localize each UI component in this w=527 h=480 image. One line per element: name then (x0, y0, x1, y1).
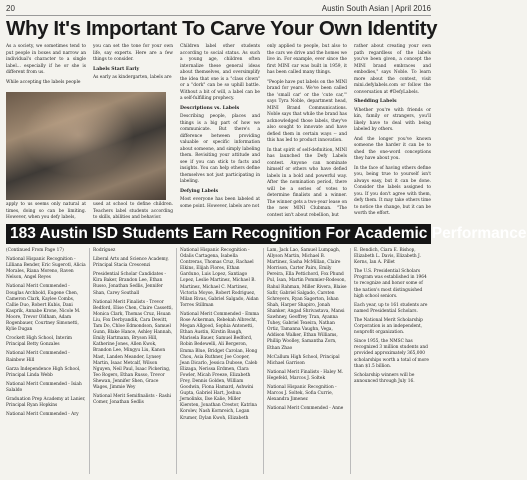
subheading: Descriptions vs. Labels (180, 105, 240, 111)
paragraph: And the longer you've known someone the harder it can be to shed the one-word conceptions they have about you. (354, 136, 431, 161)
article1-col1-bottom (6, 202, 86, 225)
paragraph: Whether you're with friends or kin, family or strangers, you'll likely have to deal with being labeled by others. (354, 107, 431, 132)
paragraph: As early as kindergarten, labels are (93, 75, 172, 80)
article2-col3 (180, 248, 260, 425)
subheading: Labels Start Early (93, 66, 140, 72)
paragraph: National Merit Finalists - Haley M. Hegefeld, Marcos J. Soltek (267, 369, 344, 381)
article1-col1 (6, 44, 86, 89)
article1-col2-bottom (93, 202, 173, 225)
page-number: 20 (6, 4, 15, 13)
paragraph: (Continued From Page 17) (6, 248, 64, 253)
paragraph: National Hispanic Recognition - Marcos J. Soltek, Sofia Currie, Alexandra Jimenez (267, 384, 337, 403)
subheading: Shedding Labels (354, 99, 397, 104)
paragraph: you can set the tone for your own life, say experts. Here are a few things to consider. (93, 44, 173, 62)
article-photo (6, 92, 166, 200)
masthead: Austin South Asian | April 2016 (321, 4, 431, 13)
paragraph: As a society, we sometimes tend to put people in boxes and narrow an individual's character to a single label... especially if he or she is different from us. (6, 44, 86, 75)
column-divider (176, 248, 177, 474)
article1-col4 (267, 44, 347, 222)
paragraph: National Hispanic Recognition - Lilliana Bender, Eric Sugerotl, Alicia Morales, Riana Moreno, Raven Nelson, Angel Reyes (6, 257, 86, 281)
paragraph: Each year, up to 161 students are named Presidential Scholars. (354, 302, 428, 314)
paragraph: Presidential Scholar Candidates - Kira Baker, Brandon Lee, Ethan Russo, Jonathan Sedlis, Jennifer Shan, Carey Southall (93, 272, 166, 296)
paragraph: apply to us seems only natural at times, doing so can be limiting. However, when you defy labels, (6, 202, 86, 220)
paragraph: Most everyone has been labeled at some point. However, labels are not (180, 197, 260, 209)
paragraph: McCallum High School, Principal Michael Garrison (267, 354, 340, 366)
column-divider (89, 248, 90, 474)
paragraph: The U.S. Presidential Scholars Program was established in 1964 to recognize and honor some of the nation's most distinguished high school seniors. (354, 269, 427, 299)
paragraph: Children label other students according to social status. As such a young age, children often internalize these general ideas about themselves, and oversimplify the idea that one is a "class clown" or a "dork" can be so uphill battle. Without a bit of will, a label can be a self-fulfilling prophecy. (180, 44, 260, 101)
paragraph: only applied to people, but also to the cars we drive and the homes we live in. For example, ever since the first MINI car was built in 1959, it has been called many things. (267, 44, 347, 75)
paragraph: National Merit Commended - Isiah Salaldo (6, 381, 82, 393)
article2-banner-title: 183 Austin ISD Students Earn Recognition For Academic Performance (6, 224, 431, 244)
subheading: Defying Labels (180, 188, 219, 194)
article2-col5 (354, 248, 431, 388)
paragraph: Rodríguez (93, 248, 116, 253)
paragraph: Describing people, places and things is a big part of how we communicate. But there's a difference between providing valuable or specific information about someone, and simply labeling them. Revisiting your attitude and see if you can stick to facts and insights. You can help others define themselves not just participating in labeling. (180, 114, 260, 184)
column-divider (263, 248, 264, 474)
paragraph: In that spirit of self-definition, MINI has launched the Defy Labels contest. Anyone can nominate himself or others who have defied labels in a bold and powerful way. After the nomination period, there will be a series of votes to determine finalists and a winner. The winner gets a two-year lease on the new MINI Clubman. "The contest isn't about rebellion, but (267, 147, 347, 218)
paragraph: Garza Independence High School, Principal Linda Webb (6, 366, 81, 378)
article1-col5 (354, 44, 431, 221)
article1-col3 (180, 44, 260, 213)
article2-col4 (267, 248, 347, 415)
article1-col2 (93, 44, 173, 85)
paragraph: National Merit Commended - Anne (267, 406, 344, 412)
paragraph: used at school to define children. Teachers label students according to skills, abilities and behavior. (93, 202, 173, 220)
paragraph: Scholarship winners will be announced through July 16. (354, 372, 415, 384)
paragraph: National Hispanic Recognition - Odalis Cartagena, Isabella Contreras, Thomas Cruz, Rachael Elkins, Elijah Flores, Ethan Garduno, Luis Lopez, Santiago Lopez, Leslie Martinez, Michael B. Martinez, Michael C. Martinez, Victoria Moyse, Robert Rodriguez, Milan Rivas, Gabriel Salgado, Aidan Torres Stillman (180, 248, 259, 308)
paragraph: rather about creating your own path regardless of the labels you've been given, a concept the MINI brand embraces and embodies," says Noble. To learn more about the contest, visit mini.defylabels.com or follow the conversation at #DefyLabels. (354, 44, 431, 95)
paragraph: National Merit Semifinalists - Rashi Comer, Jonathan Sedlis (93, 394, 171, 406)
paragraph: In the face of having others define you, being true to yourself isn't always easy, but it can be done. Consider the labels assigned to you. If you don't agree with them, defy them. It may take others time to notice the change, but it can be worth the effort. (354, 165, 431, 216)
article2-col1 (6, 248, 86, 421)
paragraph: National Merit Commended - Douglas Archbold, Eugene Chen, Cameron Clark, Kaylee Combs, Callie Duo, Robert Kubis, Dani Kasprik, Annabe Krone, Nicole M. Moore, Trevor Oldham, Adam Rogenbauer, Courtney Simonetti, Kylie Dugan (6, 284, 81, 333)
paragraph: Crockett High School, Interim Principal Betty Gonzales (6, 336, 72, 348)
paragraph: E. Bendich, Ciara E. Bishop, Elizabeth L. Davis, Elizabeth J. Kerns, Ian A. Pillet (354, 248, 421, 266)
paragraph: While accepting the labels people (6, 79, 81, 85)
paragraph: Since 1955, the NMSC has recognized 3 million students and provided approximately 365,000 scholarships worth a total of more than $1.5 billion. (354, 339, 429, 369)
article-title: Why It's Important To Carve Your Own Identity (6, 17, 438, 40)
paragraph: National Merit Commended - Emma Rose Ackerman, Rebekah Albrecht, Megan Allgood, Sophia Antonetti, Ethan Austin, Kirstin Baugh, Marisela Bauer, Samuel Bedford, Robin Bedewelli, Ali Bergeron, Emma Blue, Bridget Carolan, Hong Chou, Asia Ruthner, Joe Cooper, Jean Dicarlo, Jessica Dubose, Caleb Elizaga, Nerissa Erdmen, Clara Fowler, Micah Freeze, Elizabeth Frey, Dennis Golden, William Goodwin, Fiona Hamard, Ashwini Gupta, Gabriel Hart, Joshua Jernolinks, Ilse Kalie, Miller Kiersten, Jonathan Crestor, Katrina Korolev, Nash Kornreich, Logan Krumer, Dylan Kwoh, Elizabeth (180, 311, 259, 421)
paragraph: "People have put labels on the MINI brand for years. We've been called the 'small car' or the 'cute car,'" says Tyra Noble, department head, MINI Brand Communications. Noble says that while the brand has acknowledged those labels, they've also sought to innovate and have defied them in certain ways -- and this has led to product innovation. (267, 79, 347, 143)
column-divider (350, 248, 351, 474)
paragraph: National Merit Commended - Rainbow Hill (6, 351, 70, 363)
paragraph: Liberal Arts and Science Academy, Principal Stacia Crescenzi (93, 257, 169, 269)
article2-col2 (93, 248, 173, 409)
paragraph: The National Merit Scholarship Corporation is an independent, nonprofit organization. (354, 317, 423, 336)
paragraph: National Merit Commended - Ary (6, 412, 79, 418)
paragraph: National Merit Finalists - Trevor Bedford, Elise Chen, Claire Cassetti, Monica Clark, Thomas Cruz, Hsuan Liu, Fox Derbyandik, Cara Dewitt, Tam Do, Chloe Edmondson, Samuel Gunn, Blake Hance, Ashley Hannah, Emily Hartmann, Bryson Hill, Katherine Jones, Allen Kwok, Brandon Lee, Mingyu Liu, Kanon Mast, Landen Meander, Lynsey Martin, Isaac Metcalf, Wilson Nguyen, Neil Paul, Isaac Pickering, Teo Rogers, Ethan Russo, Trevor Shewan, Jennifer Shen, Grace Wages, Jimmie Wey (93, 299, 173, 390)
paragraph: Lam, Jack Lao, Samuel Lumpagh, Allyson Martin, Michael B. Martinez, Sasha McMillan, Claire Morrison, Carter Pairs, Emily Pereira, Ella Pettichord, Fox Phund Pul, Isan, Martin Pommier-Rodeson, Rahul Rahman, Miller Rivera, Blaise Safir, Gabriel Salgado, Carsten Schreyers, Ryan Sagerton, Ishan Shah, Harper Shapiro, Jonah Shanker, Angad Shrivastava, Mansi Sawhney, Geoffrey Tran, Ayanna Tuhey, Gabriel Texeira, Nathan Ortiz, Tamanna Vaughn, Vega, Addison Walker, Ethan Williams, Phillip Woolley, Samantha Zorn, Ethan Zhao (267, 248, 347, 351)
paragraph: Graduation Prep Academy at Lanier, Principal Ryan Hopkins (6, 396, 86, 409)
page-header (6, 3, 431, 16)
